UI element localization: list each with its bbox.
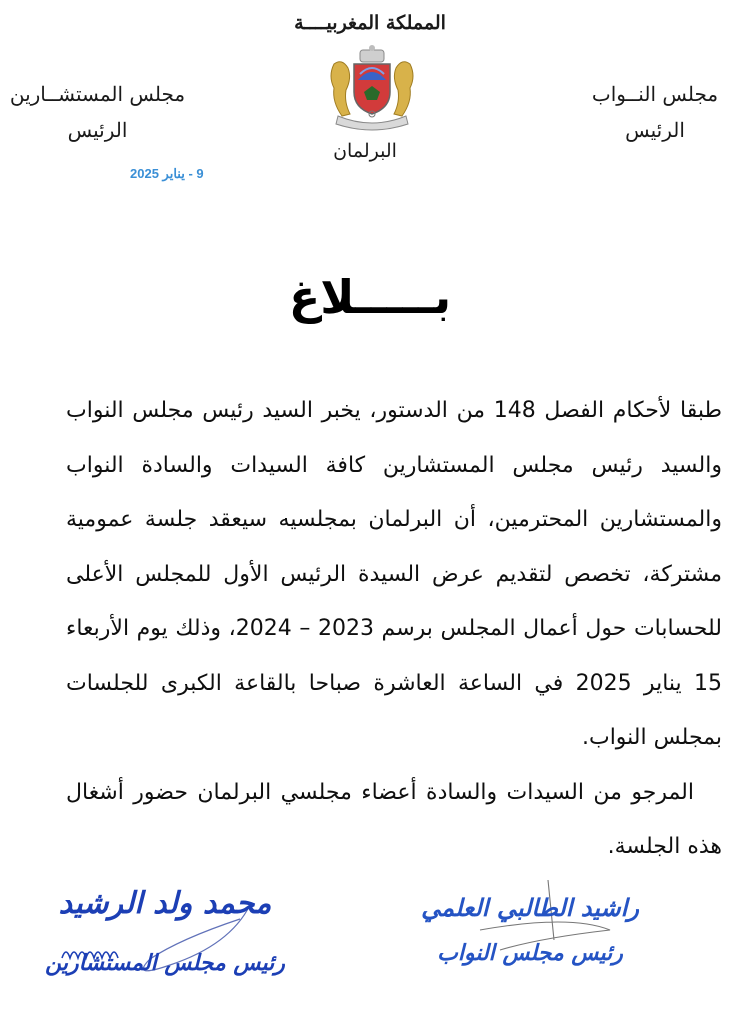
signature-left-title: رئيس مجلس المستشارين — [45, 950, 285, 976]
house-of-representatives-letterhead — [575, 76, 733, 148]
body-paragraph-request: المرجو من السيدات والسادة أعضاء مجلسي البرلمان حضور أشغال هذه الجلسة. — [66, 779, 722, 859]
signature-right-title: رئيس مجلس النواب — [437, 940, 623, 966]
house-of-councillors-letterhead — [0, 76, 195, 148]
document-date: 9 - يناير 2025 — [130, 166, 204, 181]
signature-left-name: محمد ولد الرشيد — [58, 886, 272, 921]
parliament-label: البرلمان — [333, 140, 397, 162]
communique-body — [66, 384, 722, 875]
moroccan-coat-of-arms-icon — [324, 44, 420, 132]
house-of-councillors-role: الرئيس — [67, 118, 128, 142]
communique-title: بـــــلاغ — [288, 270, 452, 324]
kingdom-heading: المملكة المغربيــــة — [294, 12, 446, 34]
house-of-councillors-name: مجلس المستشــارين — [9, 82, 186, 106]
body-paragraph-announcement: طبقا لأحكام الفصل 148 من الدستور، يخبر السيد رئيس مجلس النواب والسيد رئيس مجلس المستشارين كافة السيدات والسادة النواب والمستشارين المحترمين، أن البرلمان بمجلسيه سيعقد جلسة عمومية مشتركة، تخصص لتقديم عرض السيدة الرئيس الأول للمجلس الأعلى للحسابات حول أعمال المجلس برسم 2023 – 2024، وذلك يوم الأربعاء 15 يناير 2025 في الساعة العاشرة صباحا بالقاعة الكبرى للجلسات بمجلس النواب. — [66, 398, 722, 750]
house-of-representatives-role: الرئيس — [625, 118, 685, 142]
signature-right-name: راشيد الطالبي العلمي — [421, 893, 639, 922]
house-of-representatives-name: مجلس النــواب — [591, 82, 719, 106]
